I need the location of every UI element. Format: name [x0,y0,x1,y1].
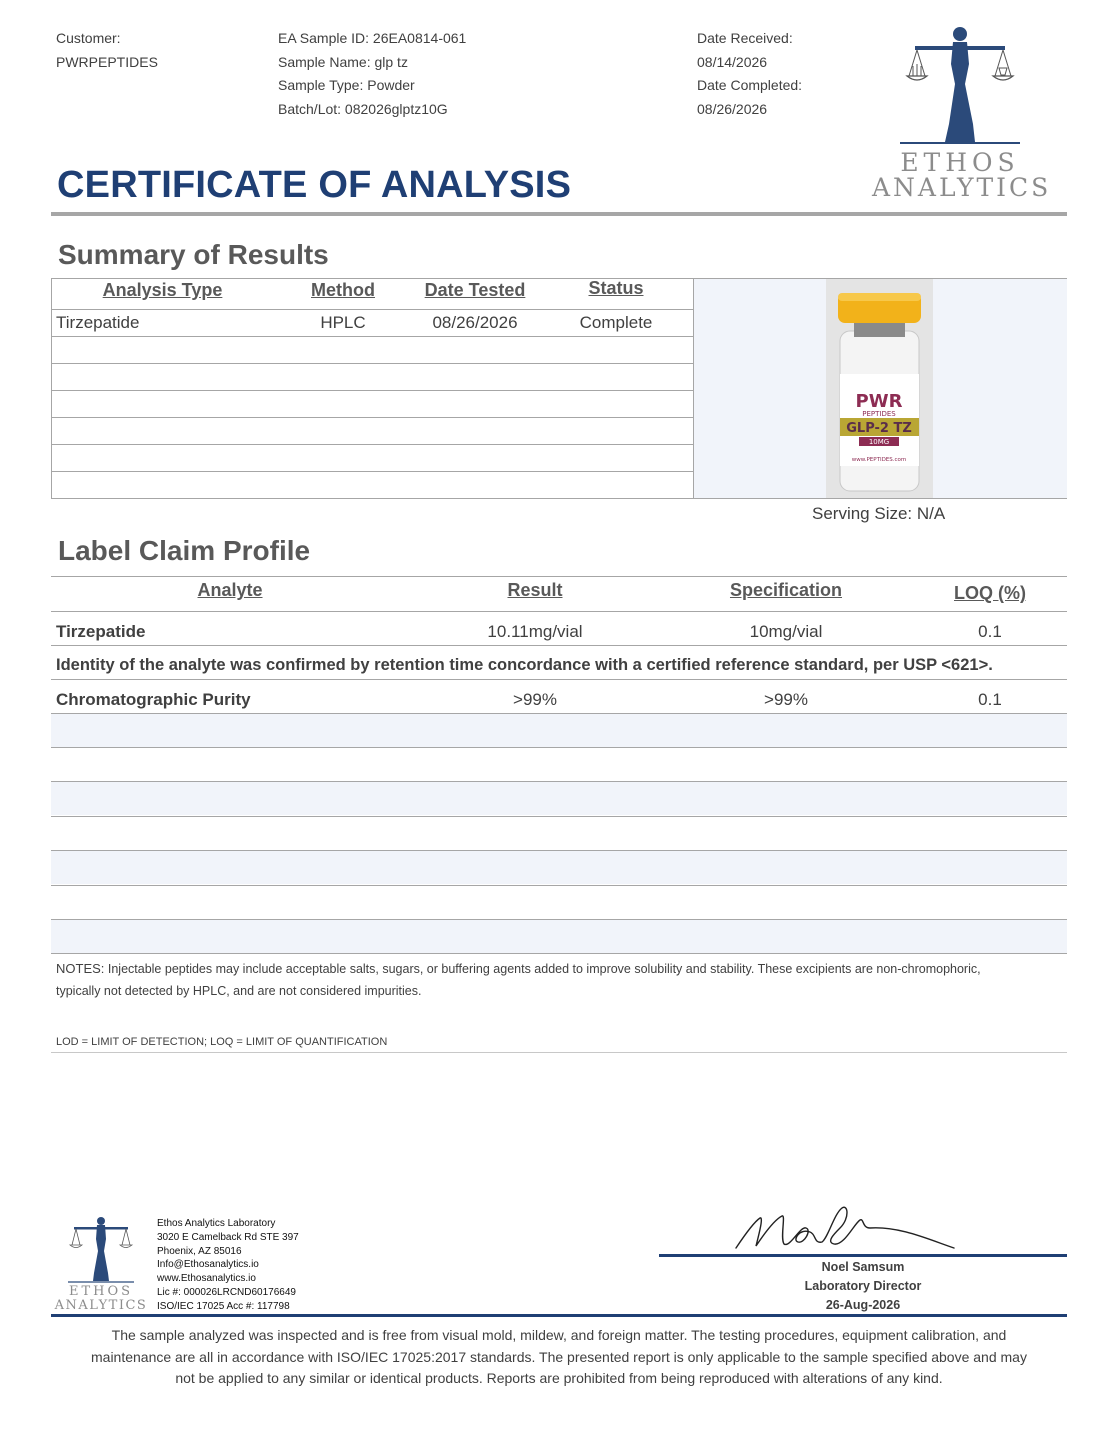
col-status: Status [588,278,644,298]
sample-type: Sample Type: Powder [278,77,415,93]
ethos-logo-text [872,148,1052,202]
label-claim-row-rule [51,645,1067,646]
empty-row [51,782,1067,815]
purity-name: Chromatographic Purity [56,690,251,709]
vial-url: www.PEPTIDES.com [851,457,907,463]
label-claim-heading: Label Claim Profile [58,535,311,566]
vial-dose: 10MG [868,438,890,446]
customer-block [56,27,158,74]
col-analyte: Analyte [197,580,263,600]
footer-disclaimer [51,1325,1067,1390]
summary-row-rule [51,363,693,364]
summary-row-rule [51,390,693,391]
sample-info-block [278,27,466,121]
summary-analysis-type: Tirzepatide [56,313,140,332]
vial-icon [826,279,933,498]
customer-name: PWRPEPTIDES [56,53,158,70]
signature [730,1198,960,1256]
date-received: 08/14/2026 [697,53,768,70]
notes-text-2: typically not detected by HPLC, and are not considered impurities. [56,984,422,998]
signatory-date: 26-Aug-2026 [825,1298,901,1312]
label-claim-header-rule [51,611,1067,612]
label-claim-row-rule [51,747,1067,748]
col-method: Method [311,280,375,300]
lab-name: Ethos Analytics Laboratory [157,1218,276,1229]
footer-line-2: maintenance are all in accordance with ISO/IEC 17025:2017 standards. The presented report is only applicable to the sample specified above and may [91,1348,1027,1365]
footer-logo-text [51,1285,151,1313]
empty-row [51,851,1067,884]
title-divider [51,212,1067,216]
vial-brand: PWR [855,391,903,412]
footer-scales-icon [66,1215,136,1285]
lab-email: Info@Ethosanalytics.io [157,1259,259,1271]
summary-method: HPLC [320,313,366,332]
dates-block [697,27,802,121]
label-claim-row-rule [51,816,1067,817]
purity-loq: 0.1 [978,690,1002,709]
purity-result: >99% [513,690,557,709]
notes-text-1: Injectable peptides may include acceptable salts, sugars, or buffering agents added to improve solubility and stability. These excipients are non-chromophoric, [104,962,981,976]
signatory-title: Laboratory Director [804,1279,922,1293]
signatory-block [659,1258,1067,1315]
lab-iso: ISO/IEC 17025 Acc #: 117798 [157,1300,290,1312]
abbreviations: LOD = LIMIT OF DETECTION; LOQ = LIMIT OF QUANTIFICATION [56,1036,388,1048]
summary-heading: Summary of Results [58,239,329,270]
col-specification: Specification [729,580,843,600]
identity-note: Identity of the analyte was confirmed by retention time concordance with a certified reference standard, per USP <621>. [56,656,993,674]
sample-photo [826,279,933,498]
date-completed: 08/26/2026 [697,100,768,117]
label-claim-top-rule [51,576,1067,577]
scales-of-justice-icon [895,24,1025,148]
footer-logo-ethos: ETHOS [68,1284,134,1299]
sample-id: EA Sample ID: 26EA0814-061 [278,30,467,46]
lab-license: Lic #: 000026LRCND60176649 [157,1286,296,1298]
summary-date-tested: 08/26/2026 [432,313,518,332]
logo-line-analytics: ANALYTICS [872,173,1052,202]
empty-row [51,714,1067,747]
footer-line-3: not be applied to any similar or identical products. Reports are prohibited from being reproduced with alterations of any kind. [175,1370,943,1386]
label-claim-row-rule [51,679,1067,680]
serving-size: Serving Size: N/A [812,504,946,523]
lab-address-2: Phoenix, AZ 85016 [157,1245,242,1257]
date-received-label: Date Received: [697,30,793,46]
lab-address-1: 3020 E Camelback Rd STE 397 [157,1231,299,1243]
col-loq: LOQ (%) [954,583,1026,603]
footer-logo-analytics: ANALYTICS [54,1298,148,1313]
page-title: CERTIFICATE OF ANALYSIS [57,164,572,206]
summary-row-rule [51,444,693,445]
col-result: Result [507,580,563,600]
summary-header-rule [51,309,693,310]
vial-product: GLP-2 TZ [846,421,912,436]
logo-line-ethos: ETHOS [900,148,1020,177]
label-claim-row-rule [51,885,1067,886]
date-completed-label: Date Completed: [697,77,803,93]
footer-rule [51,1314,1067,1317]
analyte-result: 10.11mg/vial [487,622,583,641]
handwritten-signature-icon [730,1198,960,1256]
footer-line-1: The sample analyzed was inspected and is free from visual mold, mildew, and foreign matter. The testing procedures, equipment calibration, and [111,1327,1007,1343]
footer-logo-figure [66,1215,136,1285]
summary-row-rule [51,471,693,472]
summary-row-rule [51,336,693,337]
purity-spec: >99% [764,690,808,709]
signatory-name: Noel Samsum [821,1260,905,1274]
col-analysis-type: Analysis Type [102,280,223,300]
signature-line [659,1254,1067,1257]
summary-row-rule [51,417,693,418]
analyte-loq: 0.1 [978,622,1002,641]
vial-sub: PEPTIDES [862,410,896,418]
notes-block [56,958,1066,1002]
notes-divider [51,1052,1067,1053]
analyte-name: Tirzepatide [56,622,146,641]
analyte-spec: 10mg/vial [749,622,823,641]
empty-row [51,920,1067,953]
notes-label: NOTES: [56,961,105,976]
col-date-tested: Date Tested [424,280,526,300]
lab-website: www.Ethosanalytics.io [157,1273,256,1285]
label-claim-bottom-rule [51,953,1067,954]
batch-lot: Batch/Lot: 082026glptz10G [278,100,448,117]
ethos-logo-figure [895,24,1025,148]
summary-status: Complete [579,313,653,332]
lab-address-block [157,1217,299,1314]
sample-name: Sample Name: glp tz [278,53,408,70]
customer-label: Customer: [56,30,121,46]
